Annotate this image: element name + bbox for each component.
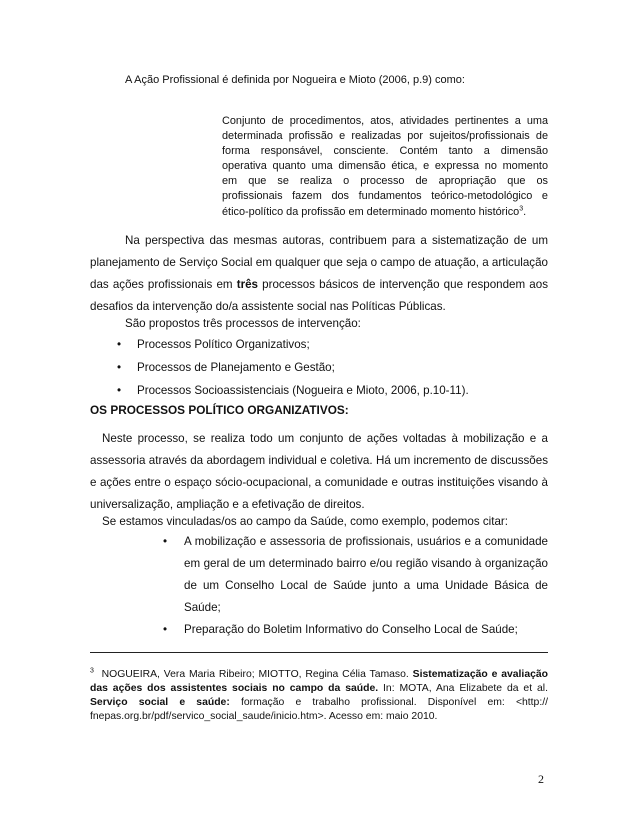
block-quote [222,114,548,220]
quote-line: Conjunto de procedimentos, atos, atividades pertinentes a uma [222,115,548,127]
paragraph-processo [90,428,548,516]
paragraph-text: das ações profissionais em [90,278,233,291]
paragraph-line: assessoria através da abordagem individual e coletiva. Há um incremento de discussões [90,454,548,467]
footnote-title: Sistematização e avaliação [412,669,548,680]
list-item: • Processos Socioassistenciais (Nogueira e Mioto, 2006, p.10-11). [117,379,469,402]
list-item: • Processos Político Organizativos; [117,333,469,356]
quote-line: operativa quanto uma dimensão ética, e expressa no momento [222,160,548,173]
process-list [117,333,469,402]
emphasis-tres: três [236,278,259,291]
paragraph-line: planejamento de Serviço Social em qualquer que seja o campo de atuação, a articulação [90,256,548,269]
paragraph-text: processos básicos de intervenção que respondem aos [262,278,548,291]
intro-text: A Ação Profissional é definida por Nogueira e Mioto (2006, p.9) como: [125,74,465,86]
paragraph-line: universalização, ampliação e a efetivação de direitos. [90,498,365,511]
paragraph-line: Neste processo, se realiza todo um conjunto de ações voltadas à mobilização e a [102,432,548,445]
list-item-line: Saúde; [184,601,221,614]
list-item-line: • A mobilização e assessoria de profissionais, usuários e a comunidade [184,535,548,548]
footnote-line [90,668,548,682]
quote-line: forma responsável, consciente. Contém tanto a dimensão [222,145,548,158]
paragraph-line: Na perspectiva das mesmas autoras, contribuem para a sistematização de um [125,234,548,247]
footnote-number: 3 [90,667,94,675]
quote-line: em que se realiza o processo de apropriação que os [222,175,548,188]
footnote-text: In: MOTA, Ana Elizabete da et al. [383,683,548,694]
quote-line: profissionais fazem dos fundamentos teórico-metodológico e [222,190,548,203]
paragraph-line: desafios da intervenção do/a assistente social nas Políticas Públicas. [90,300,446,313]
list-item [163,531,548,619]
page-number: 2 [538,772,544,786]
example-intro [90,515,548,529]
paragraph-line: e ações entre o espaço sócio-ocupacional, a comunidade e outras instituições visando à [90,476,548,489]
footnote [90,668,548,724]
quote-end: . [523,205,527,218]
footnote-book-title: Serviço social e saúde: [90,697,230,708]
footnote-url-line[interactable]: fnepas.org.br/pdf/servico_social_saude/inicio.htm>. Acesso em: maio 2010. [90,711,438,722]
footnote-title: das ações dos assistentes sociais no campo da saúde. [90,683,379,694]
paragraph-perspectiva [90,230,548,318]
paragraph-line [90,274,548,296]
quote-last-line [222,205,548,220]
list-item-line: de um Conselho Local de Saúde junto a uma Unidade Básica de [184,579,548,592]
footnote-line [90,696,548,710]
example-list [163,531,548,641]
list-item: • Preparação do Boletim Informativo do Conselho Local de Saúde; [163,619,548,641]
footnote-text: formação e trabalho profissional. Disponível em: <http:// [240,697,549,708]
footnote-reference[interactable]: 3 [519,204,524,212]
footnote-separator [90,652,548,653]
quote-line: ético-político da profissão em determinado momento histórico [222,205,520,218]
footnote-text: NOGUEIRA, Vera Maria Ribeiro; MIOTTO, Regina Célia Tamaso. [101,669,409,680]
example-intro-text: Se estamos vinculadas/os ao campo da Saúde, como exemplo, podemos citar: [102,515,509,528]
proposed-intro [90,317,548,331]
quote-line: determinada profissão e realizadas por sujeitos/profissionais de [222,130,548,143]
proposed-intro-text: São propostos três processos de intervenção: [125,317,361,330]
section-heading: OS PROCESSOS POLÍTICO ORGANIZATIVOS: [90,403,349,417]
list-item-line: em geral de um determinado bairro e/ou região visando à organização [184,557,548,570]
list-item: • Processos de Planejamento e Gestão; [117,356,469,379]
footnote-line [90,682,548,696]
